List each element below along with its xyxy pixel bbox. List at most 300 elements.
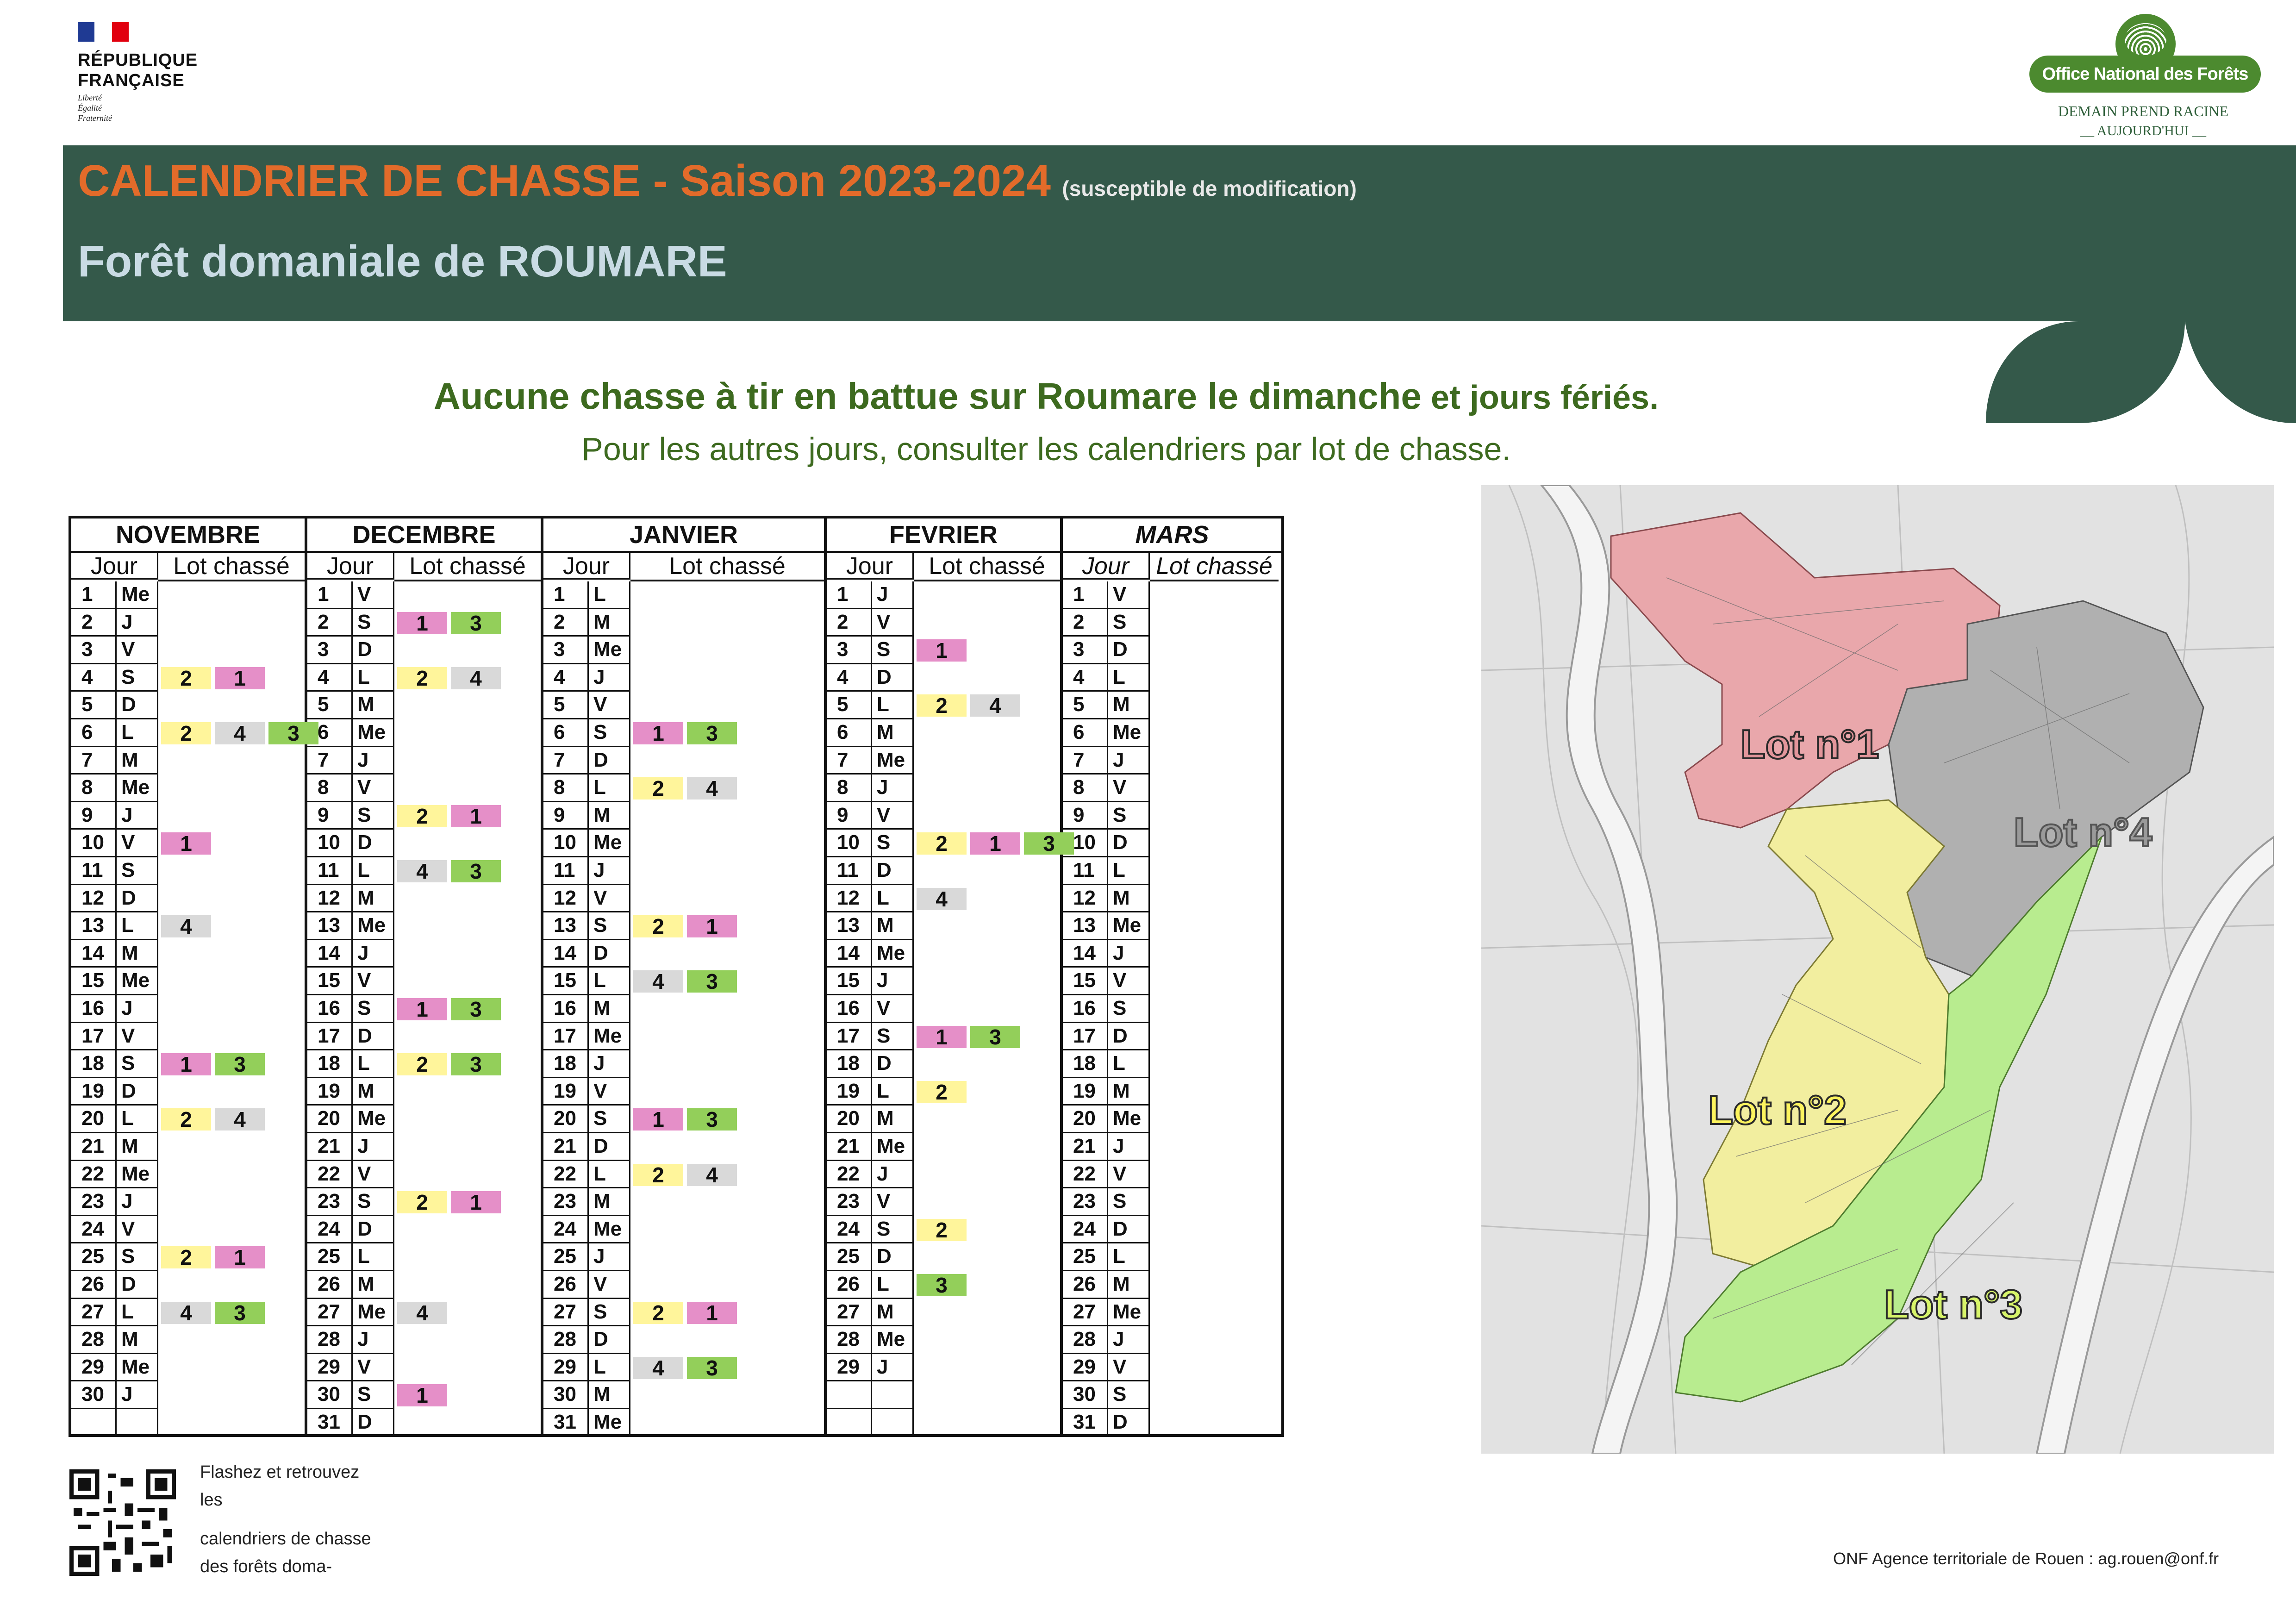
day-number: 21 [307, 1133, 353, 1161]
day-row [827, 747, 1060, 775]
weekday: S [589, 1106, 630, 1133]
day-number: 16 [543, 995, 589, 1023]
day-number: 6 [1063, 719, 1108, 747]
weekday: M [872, 719, 914, 747]
weekday: L [353, 1243, 394, 1271]
day-row [1063, 775, 1281, 802]
weekday: L [872, 692, 914, 719]
day-row [827, 885, 1060, 913]
day-row [1063, 1299, 1281, 1327]
hunted-lot-badge: 2 [633, 1302, 683, 1324]
day-number: 16 [827, 995, 872, 1023]
weekday: M [353, 1078, 394, 1106]
day-row [543, 940, 824, 968]
onf-slogan-2: __ AUJOURD'HUI __ [2080, 123, 2207, 138]
weekday: M [872, 1106, 914, 1133]
day-row [307, 830, 541, 857]
hunted-lot-badge: 3 [687, 722, 737, 744]
day-row [543, 968, 824, 995]
day-row [71, 1354, 305, 1382]
day-number: 14 [543, 940, 589, 968]
day-row [827, 940, 1060, 968]
day-number: 29 [543, 1354, 589, 1382]
weekday: D [117, 1078, 158, 1106]
day-row [71, 830, 305, 857]
weekday: Me [1108, 912, 1150, 940]
day-number: 21 [827, 1133, 872, 1161]
weekday: V [117, 1023, 158, 1051]
lot-3-label: Lot n°3 [1884, 1281, 2023, 1327]
day-number: 2 [543, 609, 589, 637]
day-number: 29 [1063, 1354, 1108, 1382]
day-row [71, 1409, 305, 1437]
weekday: Me [1108, 1106, 1150, 1133]
day-row [71, 747, 305, 775]
day-number: 25 [1063, 1243, 1108, 1271]
weekday: V [353, 775, 394, 802]
hunted-lot-badge: 1 [917, 639, 967, 662]
day-row [1063, 1106, 1281, 1133]
lot-1-label: Lot n°1 [1741, 721, 1879, 767]
title-note: (susceptible de modification) [1062, 176, 1357, 200]
day-number: 17 [543, 1023, 589, 1051]
day-row [1063, 637, 1281, 664]
hunted-lot-badge: 3 [451, 860, 501, 882]
day-number: 24 [307, 1216, 353, 1244]
day-number: 9 [827, 802, 872, 830]
weekday: J [589, 857, 630, 885]
weekday: S [872, 1216, 914, 1244]
day-number: 12 [827, 885, 872, 913]
day-row [543, 1381, 824, 1409]
day-row [543, 830, 824, 857]
hunting-calendar-table [69, 516, 1284, 1437]
day-number: 5 [543, 692, 589, 719]
day-row [71, 912, 305, 940]
hunted-lot-badge: 2 [633, 777, 683, 800]
onf-logo [2018, 14, 2268, 144]
hunted-lot-badge: 3 [451, 1053, 501, 1075]
day-row [71, 885, 305, 913]
day-row [1063, 581, 1281, 609]
weekday: S [117, 1243, 158, 1271]
day-row [307, 995, 541, 1023]
day-row [543, 857, 824, 885]
day-row [543, 664, 824, 692]
day-row [307, 1216, 541, 1244]
hunted-lot-badge: 3 [215, 1302, 265, 1324]
day-number: 26 [307, 1271, 353, 1299]
hunted-lot-badge: 2 [161, 722, 211, 744]
day-number: 6 [543, 719, 589, 747]
day-number: 20 [1063, 1106, 1108, 1133]
day-row [1063, 1409, 1281, 1437]
weekday: L [589, 581, 630, 609]
weekday: S [117, 1050, 158, 1078]
day-row [827, 802, 1060, 830]
column-header-lot: Lot chassé [1150, 553, 1279, 581]
weekday: J [353, 1133, 394, 1161]
hunted-lot-badge: 1 [215, 667, 265, 689]
day-number: 24 [71, 1216, 117, 1244]
weekday: S [589, 1299, 630, 1327]
weekday: S [353, 1381, 394, 1409]
day-row [307, 1299, 541, 1327]
weekday: M [589, 995, 630, 1023]
weekday: J [117, 609, 158, 637]
day-row [307, 1354, 541, 1382]
day-row [307, 1188, 541, 1216]
weekday: S [353, 609, 394, 637]
day-row [1063, 802, 1281, 830]
weekday: L [872, 1078, 914, 1106]
weekday: J [117, 802, 158, 830]
day-number: 29 [71, 1354, 117, 1382]
hunted-lot-badge: 2 [397, 805, 447, 827]
weekday: J [353, 747, 394, 775]
day-row [71, 1106, 305, 1133]
day-number [827, 1409, 872, 1437]
weekday: D [353, 637, 394, 664]
day-number: 18 [1063, 1050, 1108, 1078]
day-number: 4 [1063, 664, 1108, 692]
day-number: 20 [307, 1106, 353, 1133]
day-row [71, 802, 305, 830]
hunted-lot-badge: 1 [687, 1302, 737, 1324]
day-row [71, 664, 305, 692]
day-row [1063, 1381, 1281, 1409]
weekday: Me [589, 1023, 630, 1051]
weekday: L [589, 775, 630, 802]
day-row [307, 1409, 541, 1437]
weekday: D [353, 830, 394, 857]
day-row [1063, 692, 1281, 719]
day-number [71, 1409, 117, 1437]
day-row [307, 581, 541, 609]
day-number: 27 [827, 1299, 872, 1327]
day-row [307, 719, 541, 747]
hunted-lot-badge: 3 [687, 1357, 737, 1379]
weekday: J [589, 1243, 630, 1271]
hunted-lot-badge: 4 [397, 1302, 447, 1324]
day-number: 19 [307, 1078, 353, 1106]
day-number: 9 [543, 802, 589, 830]
hunted-lot-badge: 4 [687, 1164, 737, 1186]
day-row [71, 940, 305, 968]
weekday: Me [589, 1216, 630, 1244]
day-row [71, 1216, 305, 1244]
day-row [543, 719, 824, 747]
day-row [827, 664, 1060, 692]
hunted-lot-badge: 1 [687, 915, 737, 937]
day-row [71, 968, 305, 995]
day-row [307, 1243, 541, 1271]
day-row [827, 1023, 1060, 1051]
day-number: 10 [307, 830, 353, 857]
day-row [71, 609, 305, 637]
weekday: V [353, 968, 394, 995]
day-row [71, 581, 305, 609]
hunted-lot-badge: 4 [215, 1108, 265, 1131]
day-row [1063, 857, 1281, 885]
weekday: V [1108, 1354, 1150, 1382]
day-number: 19 [1063, 1078, 1108, 1106]
day-number: 12 [543, 885, 589, 913]
day-row [1063, 1078, 1281, 1106]
day-number: 30 [307, 1381, 353, 1409]
day-number: 31 [1063, 1409, 1108, 1437]
day-number: 17 [71, 1023, 117, 1051]
day-row [543, 692, 824, 719]
day-number: 28 [543, 1326, 589, 1354]
weekday: Me [589, 1409, 630, 1437]
column-header-lot: Lot chassé [914, 553, 1060, 581]
hunted-lot-badge: 2 [161, 1246, 211, 1268]
day-number: 3 [543, 637, 589, 664]
weekday: M [1108, 1271, 1150, 1299]
weekday: V [1108, 1161, 1150, 1189]
day-number: 26 [543, 1271, 589, 1299]
weekday: Me [117, 775, 158, 802]
weekday: Me [353, 1299, 394, 1327]
day-row [827, 1271, 1060, 1299]
weekday: L [117, 912, 158, 940]
onf-name: Office National des Forêts [2029, 56, 2261, 93]
weekday: L [353, 857, 394, 885]
day-number: 11 [1063, 857, 1108, 885]
weekday: L [1108, 664, 1150, 692]
hunted-lot-badge: 2 [161, 667, 211, 689]
day-row [71, 995, 305, 1023]
weekday: Me [872, 1326, 914, 1354]
day-row [71, 1078, 305, 1106]
weekday: M [117, 747, 158, 775]
weekday: D [1108, 1023, 1150, 1051]
hunted-lot-badge: 1 [633, 722, 683, 744]
hunted-lot-badge: 4 [970, 694, 1020, 717]
weekday: L [353, 664, 394, 692]
day-row [307, 968, 541, 995]
month-header: JANVIER [543, 518, 824, 553]
lot-4-label: Lot n°4 [2014, 809, 2152, 855]
hunted-lot-badge: 4 [397, 860, 447, 882]
contact-info: ONF Agence territoriale de Rouen : ag.rouen@onf.fr [1833, 1549, 2219, 1568]
day-row [543, 1216, 824, 1244]
day-row [827, 1216, 1060, 1244]
hunted-lot-badge: 1 [397, 1384, 447, 1406]
day-number: 22 [827, 1161, 872, 1189]
day-number: 4 [307, 664, 353, 692]
day-row [827, 1381, 1060, 1409]
day-row [307, 1381, 541, 1409]
weekday: L [117, 1106, 158, 1133]
day-number: 6 [71, 719, 117, 747]
day-number: 7 [827, 747, 872, 775]
hunted-lot-badge: 1 [970, 832, 1020, 855]
weekday: L [1108, 1243, 1150, 1271]
hunted-lot-badge: 2 [917, 832, 967, 855]
day-number: 9 [307, 802, 353, 830]
day-row [543, 609, 824, 637]
weekday: J [872, 581, 914, 609]
hunted-lot-badge: 1 [917, 1026, 967, 1048]
hunted-lot-badge: 2 [633, 1164, 683, 1186]
day-row [827, 1326, 1060, 1354]
weekday: S [1108, 609, 1150, 637]
weekday: Me [353, 912, 394, 940]
day-number: 18 [71, 1050, 117, 1078]
hunted-lot-badge: 3 [1024, 832, 1074, 855]
day-row [71, 1161, 305, 1189]
day-row [307, 940, 541, 968]
day-number: 1 [307, 581, 353, 609]
day-number: 8 [1063, 775, 1108, 802]
hunted-lot-badge: 1 [215, 1246, 265, 1268]
weekday [872, 1381, 914, 1409]
weekday: Me [353, 1106, 394, 1133]
day-row [307, 1023, 541, 1051]
weekday: D [872, 857, 914, 885]
day-row [543, 1243, 824, 1271]
day-row [543, 1161, 824, 1189]
weekday: V [353, 1161, 394, 1189]
day-number: 18 [827, 1050, 872, 1078]
qr-code[interactable] [69, 1465, 176, 1580]
day-row [1063, 1326, 1281, 1354]
day-number: 11 [71, 857, 117, 885]
day-row [307, 1326, 541, 1354]
day-number: 10 [1063, 830, 1108, 857]
day-number: 21 [1063, 1133, 1108, 1161]
hunted-lot-badge: 3 [451, 612, 501, 634]
weekday: L [117, 1299, 158, 1327]
weekday: S [353, 995, 394, 1023]
hunted-lot-badge: 2 [397, 667, 447, 689]
weekday: V [872, 802, 914, 830]
hunted-lot-badge: 3 [687, 1108, 737, 1131]
weekday: D [589, 1326, 630, 1354]
month-header: NOVEMBRE [71, 518, 305, 553]
column-header-day: Jour [827, 553, 914, 580]
weekday: J [353, 940, 394, 968]
day-row [827, 857, 1060, 885]
weekday: V [117, 1216, 158, 1244]
weekday: D [589, 940, 630, 968]
weekday: M [589, 802, 630, 830]
day-number: 1 [827, 581, 872, 609]
day-row [71, 857, 305, 885]
month-header: FEVRIER [827, 518, 1060, 553]
hunted-lot-badge: 3 [970, 1026, 1020, 1048]
day-number: 19 [543, 1078, 589, 1106]
day-number: 23 [71, 1188, 117, 1216]
day-row [71, 775, 305, 802]
day-row [307, 857, 541, 885]
day-row [71, 1271, 305, 1299]
day-number: 23 [307, 1188, 353, 1216]
day-number: 17 [1063, 1023, 1108, 1051]
day-row [543, 1326, 824, 1354]
hunted-lot-badge: 2 [397, 1053, 447, 1075]
hunted-lot-badge: 4 [633, 970, 683, 993]
day-row [1063, 940, 1281, 968]
column-header-day: Jour [71, 553, 158, 580]
day-number: 18 [543, 1050, 589, 1078]
day-row [71, 1299, 305, 1327]
day-number: 25 [71, 1243, 117, 1271]
day-number: 3 [71, 637, 117, 664]
day-number: 15 [71, 968, 117, 995]
day-number: 3 [1063, 637, 1108, 664]
day-number: 25 [543, 1243, 589, 1271]
day-number: 26 [827, 1271, 872, 1299]
weekday: S [872, 637, 914, 664]
day-number: 30 [1063, 1381, 1108, 1409]
weekday: Me [353, 719, 394, 747]
motto: Liberté Égalité Fraternité [78, 93, 112, 123]
day-number: 27 [1063, 1299, 1108, 1327]
day-row [827, 1161, 1060, 1189]
day-row [307, 747, 541, 775]
day-number: 2 [71, 609, 117, 637]
qr-caption: Flashez et retrouvez les calendriers de chasse des forêts doma- [200, 1462, 371, 1576]
hunted-lot-badge: 3 [687, 970, 737, 993]
hunted-lot-badge: 1 [633, 1108, 683, 1131]
day-number: 14 [827, 940, 872, 968]
weekday: J [117, 1381, 158, 1409]
weekday: L [1108, 1050, 1150, 1078]
day-number: 22 [543, 1161, 589, 1189]
day-row [543, 995, 824, 1023]
column-header-lot: Lot chassé [394, 553, 541, 581]
day-number: 26 [71, 1271, 117, 1299]
weekday: D [1108, 1216, 1150, 1244]
day-row [307, 1133, 541, 1161]
weekday: Me [1108, 719, 1150, 747]
day-number: 6 [307, 719, 353, 747]
day-row [71, 1326, 305, 1354]
hunted-lot-badge: 1 [161, 832, 211, 855]
weekday: Me [117, 581, 158, 609]
day-number: 26 [1063, 1271, 1108, 1299]
day-number: 2 [307, 609, 353, 637]
day-number: 27 [543, 1299, 589, 1327]
weekday: S [589, 912, 630, 940]
day-number: 7 [543, 747, 589, 775]
hunted-lot-badge: 4 [687, 777, 737, 800]
weekday: V [1108, 968, 1150, 995]
day-number: 17 [827, 1023, 872, 1051]
day-number: 3 [827, 637, 872, 664]
weekday: M [353, 1271, 394, 1299]
day-number: 28 [1063, 1326, 1108, 1354]
day-row [1063, 1271, 1281, 1299]
weekday: Me [589, 637, 630, 664]
weekday: Me [589, 830, 630, 857]
day-number: 22 [71, 1161, 117, 1189]
column-header-lot: Lot chassé [630, 553, 824, 581]
day-row [71, 1243, 305, 1271]
day-row [307, 1161, 541, 1189]
weekday: L [1108, 857, 1150, 885]
day-row [543, 775, 824, 802]
day-number: 11 [827, 857, 872, 885]
weekday: M [353, 692, 394, 719]
day-row [827, 1299, 1060, 1327]
weekday: J [872, 1161, 914, 1189]
weekday: M [117, 1326, 158, 1354]
hunted-lot-badge: 3 [268, 722, 318, 744]
